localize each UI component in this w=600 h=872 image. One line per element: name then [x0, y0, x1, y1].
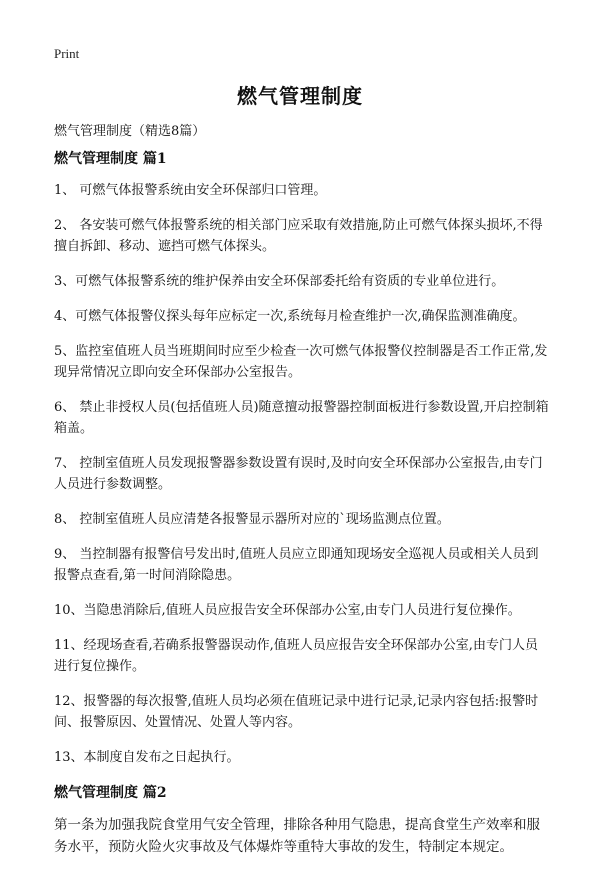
section-2: [54, 782, 550, 858]
document-content: [54, 148, 550, 872]
section-heading: 燃气管理制度 篇2: [54, 785, 167, 801]
section-1: [54, 148, 550, 768]
paragraph: 9、 当控制器有报警信号发出时,值班人员应立即通知现场安全巡视人员或相关人员到报警点查看,第一时间消除隐患。: [54, 547, 539, 583]
section-heading: 燃气管理制度 篇1: [54, 151, 167, 167]
paragraph: 7、 控制室值班人员发现报警器参数设置有误时,及时向安全环保部办公室报告,由专门人员进行参数调整。: [54, 456, 543, 492]
paragraph: 8、 控制室值班人员应清楚各报警显示器所对应的`现场监测点位置。: [54, 512, 450, 527]
paragraph: 第一条为加强我院食堂用气安全管理，排除各种用气隐患，提高食堂生产效率和服务水平，预防火险火灾事故及气体爆炸等重特大事故的发生，特制定本规定。: [54, 817, 540, 855]
paragraph: 2、 各安装可燃气体报警系统的相关部门应采取有效措施,防止可燃气体探头损坏,不得擅自拆卸、移动、遮挡可燃气体探头。: [54, 218, 543, 254]
document-title: 燃气管理制度: [237, 84, 363, 108]
print-link[interactable]: Print: [54, 46, 80, 61]
paragraph: 11、经现场查看,若确系报警器误动作,值班人员应报告安全环保部办公室,由专门人员进行复位操作。: [54, 638, 538, 674]
paragraph: 10、当隐患消除后,值班人员应报告安全环保部办公室,由专门人员进行复位操作。: [54, 603, 521, 618]
paragraph: 4、可燃气体报警仪探头每年应标定一次,系统每月检查维护一次,确保监测准确度。: [54, 309, 526, 324]
paragraph: 6、 禁止非授权人员(包括值班人员)随意擅动报警器控制面板进行参数设置,开启控制箱箱盖。: [54, 400, 549, 436]
paragraph: 1、 可燃气体报警系统由安全环保部归口管理。: [54, 183, 327, 198]
paragraph: 13、本制度自发布之日起执行。: [54, 750, 240, 765]
paragraph: 5、监控室值班人员当班期间时应至少检查一次可燃气体报警仪控制器是否工作正常,发现异常情况立即向安全环保部办公室报告。: [54, 344, 548, 380]
paragraph: 3、可燃气体报警系统的维护保养由安全环保部委托给有资质的专业单位进行。: [54, 274, 505, 289]
document-subtitle: 燃气管理制度（精选8篇）: [54, 124, 206, 139]
paragraph: 12、报警器的每次报警,值班人员均必须在值班记录中进行记录,记录内容包括:报警时间、报警原因、处置情况、处置人等内容。: [54, 694, 539, 730]
